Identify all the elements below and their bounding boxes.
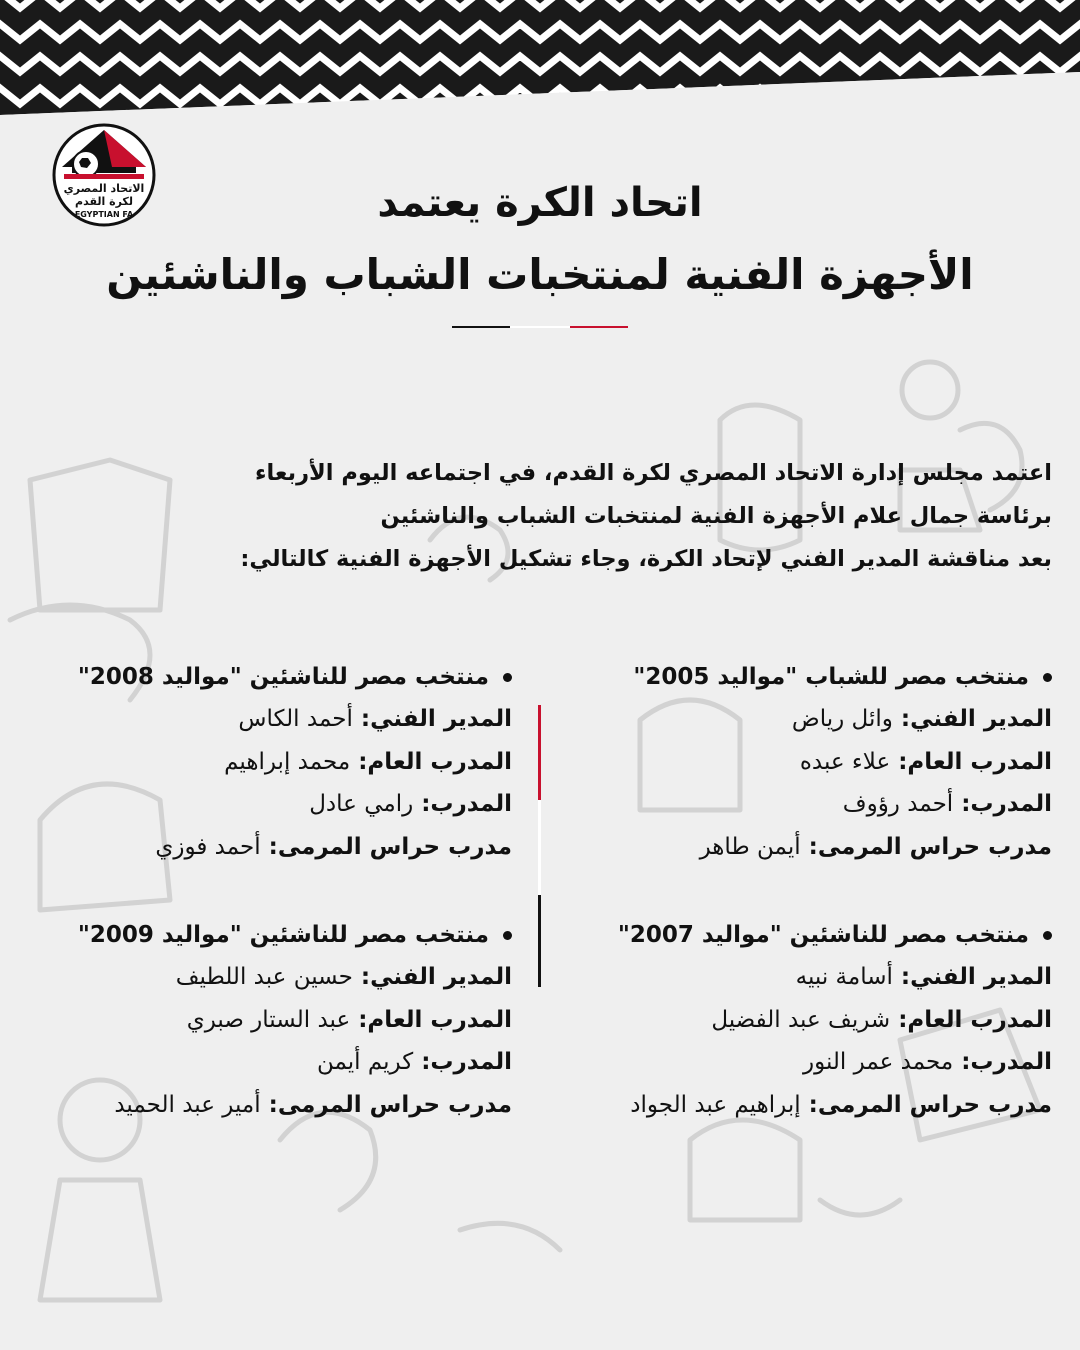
title-rule-red — [570, 326, 628, 328]
role-name: إبراهيم عبد الجواد — [630, 1091, 801, 1118]
team-heading: منتخب مصر للناشئين "مواليد 2008" — [77, 664, 489, 690]
team-block-2007 — [582, 914, 1052, 1126]
role-label: المدير الفني: — [360, 964, 512, 990]
role-name: شريف عبد الفضيل — [711, 1006, 891, 1033]
role-name: أسامة نبيه — [795, 964, 893, 990]
divider-black — [538, 895, 541, 987]
role-label: المدرب العام: — [898, 748, 1052, 775]
logo-english: EGYPTIAN FA — [74, 210, 134, 219]
role-label: المدرب: — [961, 791, 1052, 817]
role-label: المدير الفني: — [900, 964, 1052, 990]
role-name: أمير عبد الحميد — [114, 1091, 261, 1118]
role-label: المدرب: — [421, 1049, 512, 1075]
bullet-icon — [503, 673, 512, 682]
team-block-2008 — [32, 656, 512, 868]
intro-line: برئاسة جمال علام الأجهزة الفنية لمنتخبات الشباب والناشئين — [380, 503, 1052, 529]
role-name: عبد الستار صبري — [186, 1006, 351, 1033]
role-name: أحمد فوزي — [155, 833, 261, 860]
role-label: المدرب العام: — [898, 1006, 1052, 1033]
role-name: محمد إبراهيم — [224, 748, 351, 775]
role-name: رامي عادل — [309, 791, 414, 817]
role-label: مدرب حراس المرمى: — [268, 833, 512, 860]
role-label: مدرب حراس المرمى: — [808, 1091, 1052, 1118]
divider-red — [538, 705, 541, 800]
role-label: المدرب العام: — [358, 748, 512, 775]
page-title-line1: اتحاد الكرة يعتمد — [377, 180, 703, 226]
team-block-2005 — [582, 656, 1052, 868]
role-name: كريم أيمن — [316, 1049, 414, 1075]
role-name: أحمد الكاس — [238, 706, 353, 732]
role-label: مدرب حراس المرمى: — [268, 1091, 512, 1118]
role-label: المدرب: — [961, 1049, 1052, 1075]
role-name: علاء عبده — [799, 748, 891, 775]
title-rule-black — [452, 326, 510, 328]
role-label: مدرب حراس المرمى: — [808, 833, 1052, 860]
role-name: أحمد رؤوف — [842, 791, 954, 817]
team-heading: منتخب مصر للناشئين "مواليد 2007" — [617, 922, 1029, 948]
role-label: المدير الفني: — [900, 706, 1052, 732]
bullet-icon — [503, 931, 512, 940]
team-heading: منتخب مصر للشباب "مواليد 2005" — [633, 664, 1029, 690]
role-label: المدرب: — [421, 791, 512, 817]
intro-line: بعد مناقشة المدير الفني لإتحاد الكرة، وجاء تشكيل الأجهزة الفنية كالتالي: — [240, 546, 1052, 572]
role-label: المدير الفني: — [360, 706, 512, 732]
team-block-2009 — [32, 914, 512, 1126]
divider-white — [538, 800, 541, 895]
intro-paragraph — [12, 452, 1052, 581]
role-name: أيمن طاهر — [699, 833, 801, 860]
title-rule-white — [510, 326, 570, 328]
role-name: وائل رياض — [791, 706, 893, 732]
bullet-icon — [1043, 673, 1052, 682]
role-label: المدرب العام: — [358, 1006, 512, 1033]
bullet-icon — [1043, 931, 1052, 940]
role-name: حسين عبد اللطيف — [175, 964, 353, 990]
intro-line: اعتمد مجلس إدارة الاتحاد المصري لكرة القدم، في اجتماعه اليوم الأربعاء — [254, 460, 1052, 486]
page-title-line2: الأجهزة الفنية لمنتخبات الشباب والناشئين — [106, 250, 974, 299]
logo-arabic-line1: الاتحاد المصري — [63, 182, 145, 195]
role-name: محمد عمر النور — [803, 1049, 954, 1075]
logo-arabic-line2: لكرة القدم — [75, 195, 133, 208]
team-heading: منتخب مصر للناشئين "مواليد 2009" — [77, 922, 489, 948]
